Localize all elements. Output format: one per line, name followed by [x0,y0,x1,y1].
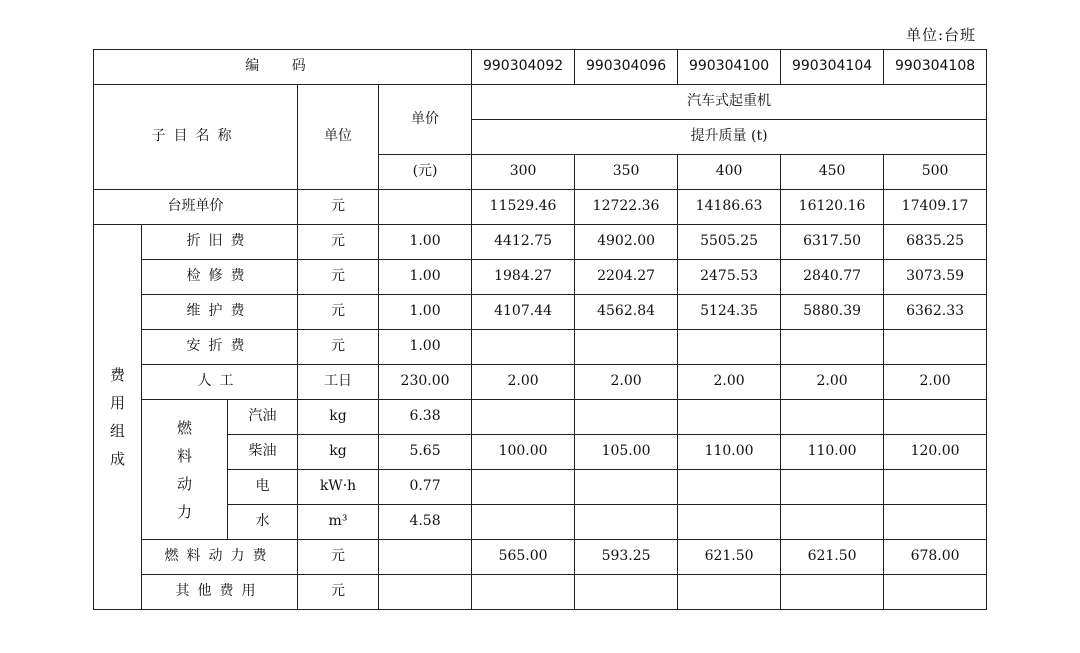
cost-row [94,225,987,260]
code-label: 编 码 [94,50,472,85]
spec-cell: 450 [781,155,884,190]
cost-row-label: 安折费 [142,330,298,365]
code-row [94,50,987,85]
code-cell: 990304096 [575,50,678,85]
row-price: 1.00 [379,330,472,365]
spec-cell: 350 [575,155,678,190]
fuel-row [94,435,987,470]
value-cell: 6835.25 [884,225,987,260]
row-price: 1.00 [379,260,472,295]
value-cell [472,505,575,540]
row-unit: 元 [298,575,379,610]
fuel-row [94,400,987,435]
fuel-row-label: 水 [228,505,298,540]
price-unit: (元) [379,155,472,190]
value-cell: 5505.25 [678,225,781,260]
fuel-row-label: 电 [228,470,298,505]
row-unit: 元 [298,295,379,330]
code-cell: 990304108 [884,50,987,85]
row-unit: 元 [298,260,379,295]
value-cell: 593.25 [575,540,678,575]
value-cell: 565.00 [472,540,575,575]
value-cell [781,470,884,505]
value-cell: 14186.63 [678,190,781,225]
row-price: 230.00 [379,365,472,400]
row-price: 4.58 [379,505,472,540]
value-cell [884,330,987,365]
spec-cell: 300 [472,155,575,190]
other-cost-label: 其他费用 [142,575,298,610]
price-label: 单价 [379,85,472,155]
fuel-cost-row [94,540,987,575]
row-price [379,540,472,575]
row-unit: 元 [298,330,379,365]
value-cell: 2204.27 [575,260,678,295]
value-cell: 110.00 [781,435,884,470]
value-cell: 6317.50 [781,225,884,260]
row-price: 0.77 [379,470,472,505]
cost-row [94,365,987,400]
row-unit: m³ [298,505,379,540]
unit-note: 单位:台班 [905,26,976,44]
row-unit: 元 [298,540,379,575]
value-cell [781,330,884,365]
value-cell [884,575,987,610]
cost-row-label: 人工 [142,365,298,400]
value-cell [781,400,884,435]
fuel-row [94,505,987,540]
value-cell: 5124.35 [678,295,781,330]
value-cell [678,470,781,505]
value-cell [884,505,987,540]
value-cell [472,575,575,610]
other-cost-row [94,575,987,610]
row-unit: kg [298,435,379,470]
value-cell [575,505,678,540]
machine-rate-table [93,49,987,610]
value-cell [884,470,987,505]
fuel-cost-label: 燃料动力费 [142,540,298,575]
cost-row-label: 折旧费 [142,225,298,260]
value-cell [678,575,781,610]
value-cell: 16120.16 [781,190,884,225]
row-unit: kW·h [298,470,379,505]
value-cell [781,575,884,610]
value-cell: 2.00 [781,365,884,400]
value-cell [678,400,781,435]
value-cell [472,330,575,365]
cost-row-label: 维护费 [142,295,298,330]
spec-label: 提升质量 (t) [472,120,987,155]
value-cell [575,330,678,365]
value-cell: 2.00 [575,365,678,400]
value-cell [884,400,987,435]
cost-row [94,295,987,330]
machine-name: 汽车式起重机 [472,85,987,120]
value-cell [472,400,575,435]
machine-name-row [94,85,987,120]
value-cell: 100.00 [472,435,575,470]
row-unit: 元 [298,225,379,260]
value-cell: 621.50 [678,540,781,575]
row-price: 1.00 [379,225,472,260]
value-cell: 6362.33 [884,295,987,330]
value-cell: 120.00 [884,435,987,470]
value-cell: 4902.00 [575,225,678,260]
cost-row [94,330,987,365]
fuel-row-label: 汽油 [228,400,298,435]
value-cell: 5880.39 [781,295,884,330]
code-cell: 990304100 [678,50,781,85]
value-cell: 678.00 [884,540,987,575]
value-cell: 621.50 [781,540,884,575]
item-name-label: 子目名称 [94,85,298,190]
value-cell: 3073.59 [884,260,987,295]
value-cell: 4412.75 [472,225,575,260]
row-unit: kg [298,400,379,435]
row-price [379,190,472,225]
value-cell [678,330,781,365]
shift-price-label: 台班单价 [94,190,298,225]
code-cell: 990304092 [472,50,575,85]
row-unit: 元 [298,190,379,225]
value-cell: 4107.44 [472,295,575,330]
value-cell: 110.00 [678,435,781,470]
value-cell [575,400,678,435]
shift-price-row [94,190,987,225]
value-cell [575,470,678,505]
value-cell [781,505,884,540]
value-cell: 1984.27 [472,260,575,295]
value-cell: 4562.84 [575,295,678,330]
value-cell: 105.00 [575,435,678,470]
row-price [379,575,472,610]
cost-row [94,260,987,295]
value-cell: 2475.53 [678,260,781,295]
value-cell: 2.00 [472,365,575,400]
spec-cell: 500 [884,155,987,190]
cost-row-label: 检修费 [142,260,298,295]
row-price: 1.00 [379,295,472,330]
fuel-group-label: 燃 料 动 力 [142,400,228,540]
value-cell: 2.00 [884,365,987,400]
value-cell [575,575,678,610]
value-cell [472,470,575,505]
value-cell: 17409.17 [884,190,987,225]
code-cell: 990304104 [781,50,884,85]
value-cell: 2840.77 [781,260,884,295]
value-cell: 2.00 [678,365,781,400]
row-unit: 工日 [298,365,379,400]
value-cell: 12722.36 [575,190,678,225]
unit-label: 单位 [298,85,379,190]
value-cell [678,505,781,540]
row-price: 5.65 [379,435,472,470]
spec-cell: 400 [678,155,781,190]
cost-group-label: 费 用 组 成 [94,225,142,610]
row-price: 6.38 [379,400,472,435]
value-cell: 11529.46 [472,190,575,225]
fuel-row [94,470,987,505]
fuel-row-label: 柴油 [228,435,298,470]
